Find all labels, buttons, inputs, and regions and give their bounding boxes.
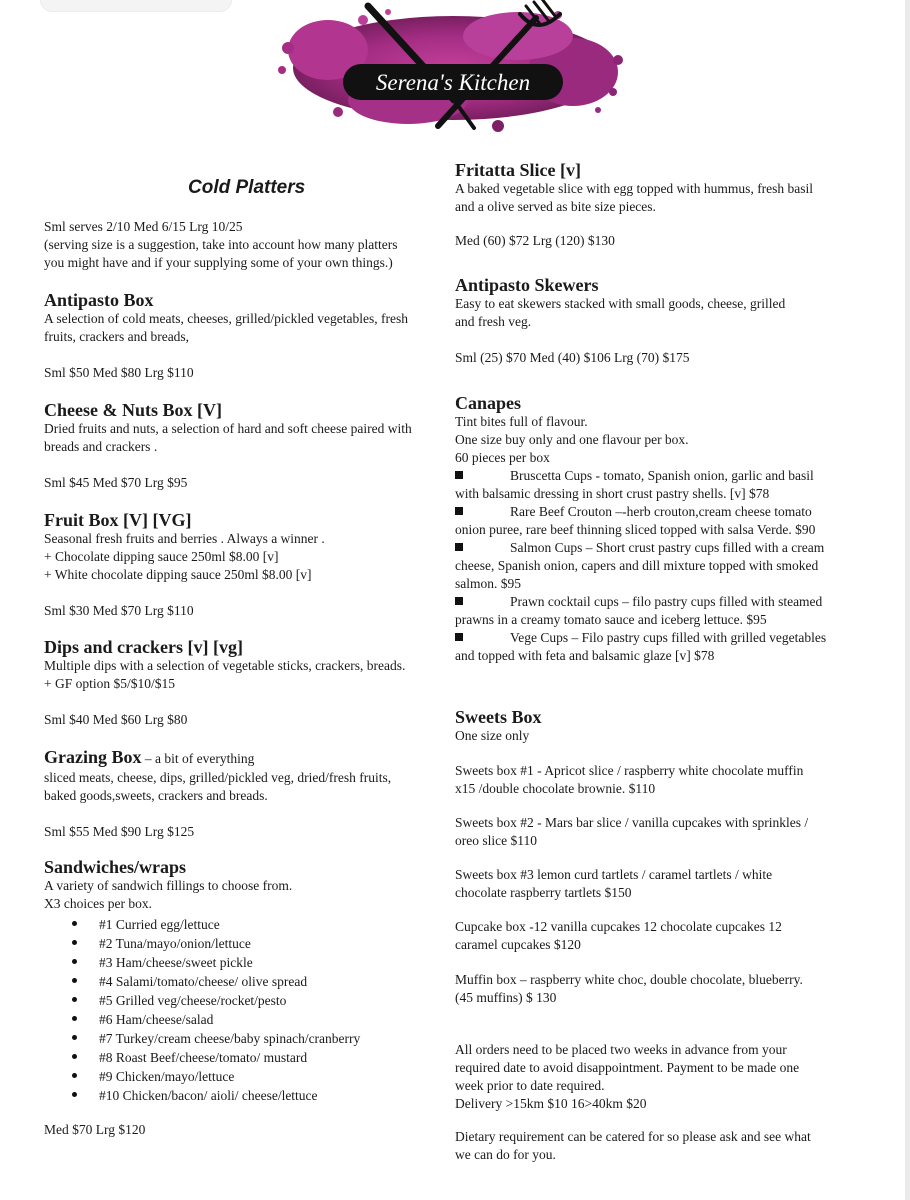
bullet-icon	[455, 507, 463, 515]
list-item: #7 Turkey/cream cheese/baby spinach/cranberry	[72, 1029, 360, 1048]
item-desc: A selection of cold meats, cheeses, grilled/pickled vegetables, fresh	[44, 311, 408, 326]
menu-item-antipasto-skewers	[455, 275, 865, 367]
item-title: Cheese & Nuts Box [V]	[44, 400, 222, 420]
item-desc: Multiple dips with a selection of vegetable sticks, crackers, breads.	[44, 658, 406, 673]
item-prices: Sml $55 Med $90 Lrg $125	[44, 824, 195, 839]
bullet-icon	[455, 633, 463, 641]
item-title: Fruit Box [V] [VG]	[44, 510, 192, 530]
bullet-icon	[72, 978, 77, 983]
orders-note: All orders need to be placed two weeks in advance from your required date to avoid disappointment. Payment to be made one week prior to date required. Delivery >15km $10 16>40km $20	[455, 1042, 800, 1111]
item-title: Fritatta Slice [v]	[455, 160, 581, 180]
item-title: Sandwiches/wraps	[44, 857, 187, 877]
item-desc: sliced meats, cheese, dips, grilled/pickled veg, dried/fresh fruits,	[44, 770, 392, 785]
menu-item-cheese-nuts-box	[44, 400, 454, 492]
bullet-icon	[72, 940, 77, 945]
menu-item-grazing-box	[44, 747, 454, 841]
list-item: #9 Chicken/mayo/lettuce	[72, 1067, 234, 1086]
menu-item-canapes	[455, 393, 865, 665]
item-desc: X3 choices per box.	[44, 896, 152, 911]
serving-line: you might have and if your supplying some of your own things.)	[44, 255, 393, 270]
menu-item-sandwiches	[44, 857, 454, 913]
bullet-icon	[455, 597, 463, 605]
bullet-icon	[455, 471, 463, 479]
serving-info	[44, 218, 454, 272]
list-item: #6 Ham/cheese/salad	[72, 1010, 213, 1029]
list-item: #5 Grilled veg/cheese/rocket/pesto	[72, 991, 286, 1010]
item-prices: Sml (25) $70 Med (40) $106 Lrg (70) $175	[455, 350, 690, 365]
item-title: Antipasto Box	[44, 290, 154, 310]
item-title: Dips and crackers [v] [vg]	[44, 637, 243, 657]
item-title-text: Grazing Box	[44, 747, 142, 767]
list-item: Muffin box – raspberry white choc, double chocolate, blueberry. (45 muffins) $ 130	[455, 972, 803, 1005]
list-item: #10 Chicken/bacon/ aioli/ cheese/lettuce	[72, 1086, 318, 1105]
brand-name: Serena's Kitchen	[375, 70, 531, 95]
item-prices: Med (60) $72 Lrg (120) $130	[455, 233, 615, 248]
item-desc: A baked vegetable slice with egg topped with hummus, fresh basil	[455, 181, 814, 196]
menu-item-antipasto-box	[44, 290, 454, 382]
bullet-icon	[72, 959, 77, 964]
item-desc: Tint bites full of flavour.	[455, 414, 588, 429]
list-item: #2 Tuna/mayo/onion/lettuce	[72, 934, 251, 953]
bullet-icon	[72, 1054, 77, 1059]
list-item: Salmon Cups – Short crust pastry cups filled with a cream cheese, Spanish onion, capers and dill mixture topped with smoked salmon. $95	[455, 540, 825, 591]
bullet-icon	[72, 1073, 77, 1078]
item-desc: A variety of sandwich fillings to choose from.	[44, 878, 293, 893]
item-desc: 60 pieces per box	[455, 450, 550, 465]
list-item: #8 Roast Beef/cheese/tomato/ mustard	[72, 1048, 307, 1067]
list-item: #4 Salami/tomato/cheese/ olive spread	[72, 972, 307, 991]
item-title: Antipasto Skewers	[455, 275, 599, 295]
item-prices: Med $70 Lrg $120	[44, 1122, 146, 1137]
bullet-icon	[72, 997, 77, 1002]
dietary-note: Dietary requirement can be catered for so please ask and see what we can do for you.	[455, 1129, 811, 1162]
page-edge	[905, 0, 910, 1200]
item-title: Sweets Box	[455, 707, 542, 727]
item-desc: Easy to eat skewers stacked with small goods, cheese, grilled	[455, 296, 786, 311]
bullet-icon	[72, 1092, 77, 1097]
item-desc: baked goods,sweets, crackers and breads.	[44, 788, 268, 803]
item-prices: Sml $45 Med $70 Lrg $95	[44, 475, 188, 490]
bullet-icon	[455, 543, 463, 551]
item-desc: and a olive served as bite size pieces.	[455, 199, 656, 214]
logo-graphic	[268, 0, 638, 138]
item-desc: + GF option $5/$10/$15	[44, 676, 175, 691]
item-prices: Sml $30 Med $70 Lrg $110	[44, 603, 194, 618]
list-item: Prawn cocktail cups – filo pastry cups filled with steamed prawns in a creamy tomato sauce and iceberg lettuce. $95	[455, 594, 823, 627]
list-item: Cupcake box -12 vanilla cupcakes 12 chocolate cupcakes 12 caramel cupcakes $120	[455, 919, 782, 952]
list-item: Rare Beef Crouton –-herb crouton,cream cheese tomato onion puree, rare beef thinning sliced topped with salsa Verde. $90	[455, 504, 816, 537]
menu-item-fritatta	[455, 160, 865, 250]
item-title: Canapes	[455, 393, 522, 413]
item-desc: One size buy only and one flavour per box.	[455, 432, 689, 447]
item-title-sub: – a bit of everything	[141, 751, 255, 766]
brand-logo	[268, 0, 638, 138]
serving-line: (serving size is a suggestion, take into account how many platters	[44, 237, 398, 252]
list-item: Sweets box #3 lemon curd tartlets / caramel tartlets / white chocolate raspberry tartlets $150	[455, 867, 773, 900]
menu-item-fruit-box	[44, 510, 454, 620]
list-item: Vege Cups – Filo pastry cups filled with grilled vegetables and topped with feta and balsamic glaze [v] $78	[455, 630, 827, 663]
list-item: #1 Curried egg/lettuce	[72, 915, 220, 934]
list-item: Sweets box #1 - Apricot slice / raspberry white chocolate muffin x15 /double chocolate brownie. $110	[455, 763, 804, 796]
bullet-icon	[72, 1035, 77, 1040]
item-desc: + White chocolate dipping sauce 250ml $8.00 [v]	[44, 567, 312, 582]
item-desc: Seasonal fresh fruits and berries . Always a winner .	[44, 531, 325, 546]
list-item: #3 Ham/cheese/sweet pickle	[72, 953, 253, 972]
item-prices: Sml $40 Med $60 Lrg $80	[44, 712, 188, 727]
list-item: Bruscetta Cups - tomato, Spanish onion, garlic and basil with balsamic dressing in short crust pastry shells. [v] $78	[455, 468, 814, 501]
bullet-icon	[72, 1016, 77, 1021]
item-desc: fruits, crackers and breads,	[44, 329, 190, 344]
item-desc: Dried fruits and nuts, a selection of hard and soft cheese paired with	[44, 421, 412, 436]
serving-line: Sml serves 2/10 Med 6/15 Lrg 10/25	[44, 219, 243, 234]
item-title	[44, 747, 454, 769]
item-desc: One size only	[455, 728, 530, 743]
item-desc: breads and crackers .	[44, 439, 158, 454]
item-desc: + Chocolate dipping sauce 250ml $8.00 [v]	[44, 549, 279, 564]
menu-item-dips-crackers	[44, 637, 454, 729]
top-bar-fragment	[40, 0, 232, 12]
item-desc: and fresh veg.	[455, 314, 532, 329]
menu-item-sweets-box	[455, 707, 865, 745]
bullet-icon	[72, 921, 77, 926]
list-item: Sweets box #2 - Mars bar slice / vanilla cupcakes with sprinkles / oreo slice $110	[455, 815, 809, 848]
section-title: Cold Platters	[188, 177, 306, 198]
item-prices: Sml $50 Med $80 Lrg $110	[44, 365, 194, 380]
